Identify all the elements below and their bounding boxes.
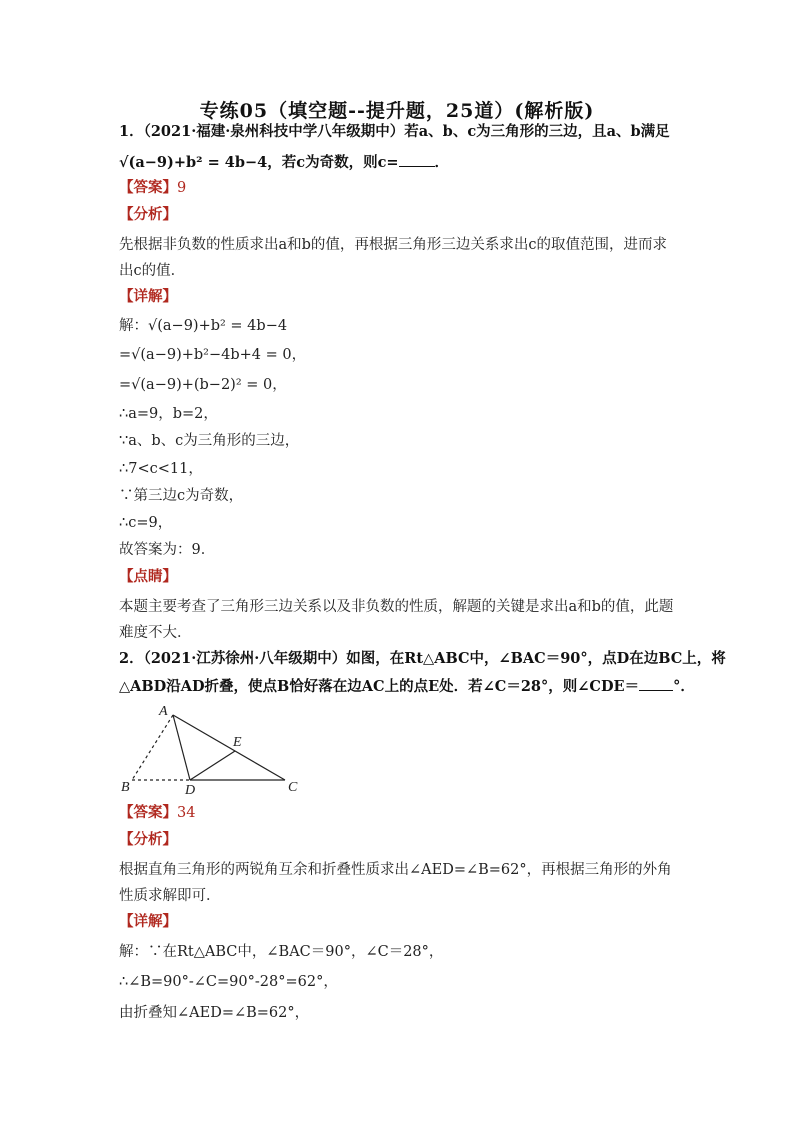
q1-step: ∴7<c<11，	[119, 461, 203, 477]
q2-analysis-tag: 【分析】	[119, 831, 177, 848]
segment-ad	[173, 715, 190, 780]
q1-step: ∵第三边c为奇数，	[119, 488, 244, 504]
label-d: D	[185, 783, 196, 798]
segment-de	[190, 751, 235, 780]
q1-step: ∵a、b、c为三角形的三边，	[119, 433, 300, 449]
q2-answer: 34	[177, 805, 196, 821]
q2-stem-line1: 2．（2021·江苏徐州·八年级期中）如图，在Rt△ABC中，∠BAC＝90°，点D在边BC上，将	[119, 650, 726, 667]
q1-stem-end: ．	[434, 154, 450, 171]
q1-comment: 本题主要考查了三角形三边关系以及非负数的性质，解题的关键是求出a和b的值，此题难度不大．	[119, 599, 674, 641]
q1-stem-line1: 1．（2021·福建·泉州科技中学八年级期中）若a、b、c为三角形的三边，且a、b满足	[119, 123, 670, 140]
label-a: A	[159, 704, 168, 719]
q2-stem-end: °．	[673, 678, 695, 695]
q2-step: ∴∠B=90°-∠C=90°-28°=62°，	[119, 974, 338, 990]
q1-detail-tag: 【详解】	[119, 288, 177, 305]
q1-step: 解：√(a−9)+b² = 4b−4	[119, 318, 288, 334]
q1-analysis-tag: 【分析】	[119, 206, 177, 223]
label-c: C	[288, 780, 298, 795]
q2-step: 由折叠知∠AED=∠B=62°，	[119, 1005, 310, 1021]
q2-answer-tag: 【答案】	[119, 804, 177, 821]
side-ac	[173, 715, 285, 780]
q1-stem-formula: √(a−9)+b² = 4b−4，若c为奇数，则c=	[119, 154, 399, 171]
q1-step: ∴a=9，b=2，	[119, 406, 218, 422]
side-ab-dashed	[132, 715, 173, 780]
q1-stem-line2	[119, 152, 449, 173]
q1-answer: 9	[177, 180, 187, 196]
q1-analysis: 先根据非负数的性质求出a和b的值，再根据三角形三边关系求出c的取值范围，进而求出c的值．	[119, 237, 668, 279]
q2-answer-line	[119, 803, 195, 823]
q2-analysis: 根据直角三角形的两锐角互余和折叠性质求出∠AED=∠B=62°，再根据三角形的外角性质求解即可．	[119, 862, 672, 904]
q1-step: ∴c=9，	[119, 515, 173, 531]
triangle-figure	[119, 702, 309, 798]
page-title: 专练05（填空题--提升题，25道）(解析版)	[199, 100, 595, 122]
q2-step: 解：∵在Rt△ABC中，∠BAC＝90°，∠C＝28°，	[119, 944, 444, 960]
q1-step: =√(a−9)+(b−2)² = 0，	[119, 377, 287, 393]
q2-stem-text: △ABD沿AD折叠，使点B恰好落在边AC上的点E处．若∠C＝28°，则∠CDE＝	[119, 678, 640, 695]
q2-answer-blank	[639, 676, 673, 691]
q1-answer-line	[119, 178, 186, 198]
label-b: B	[121, 780, 130, 795]
q1-comment-tag: 【点睛】	[119, 568, 177, 585]
q2-detail-tag: 【详解】	[119, 913, 177, 930]
q1-step: 故答案为：9．	[119, 542, 216, 558]
label-e: E	[233, 735, 242, 750]
q1-answer-blank	[399, 152, 435, 167]
q1-step: =√(a−9)+b²−4b+4 = 0，	[119, 347, 307, 363]
q1-answer-tag: 【答案】	[119, 179, 177, 196]
q2-stem-line2	[119, 676, 695, 697]
